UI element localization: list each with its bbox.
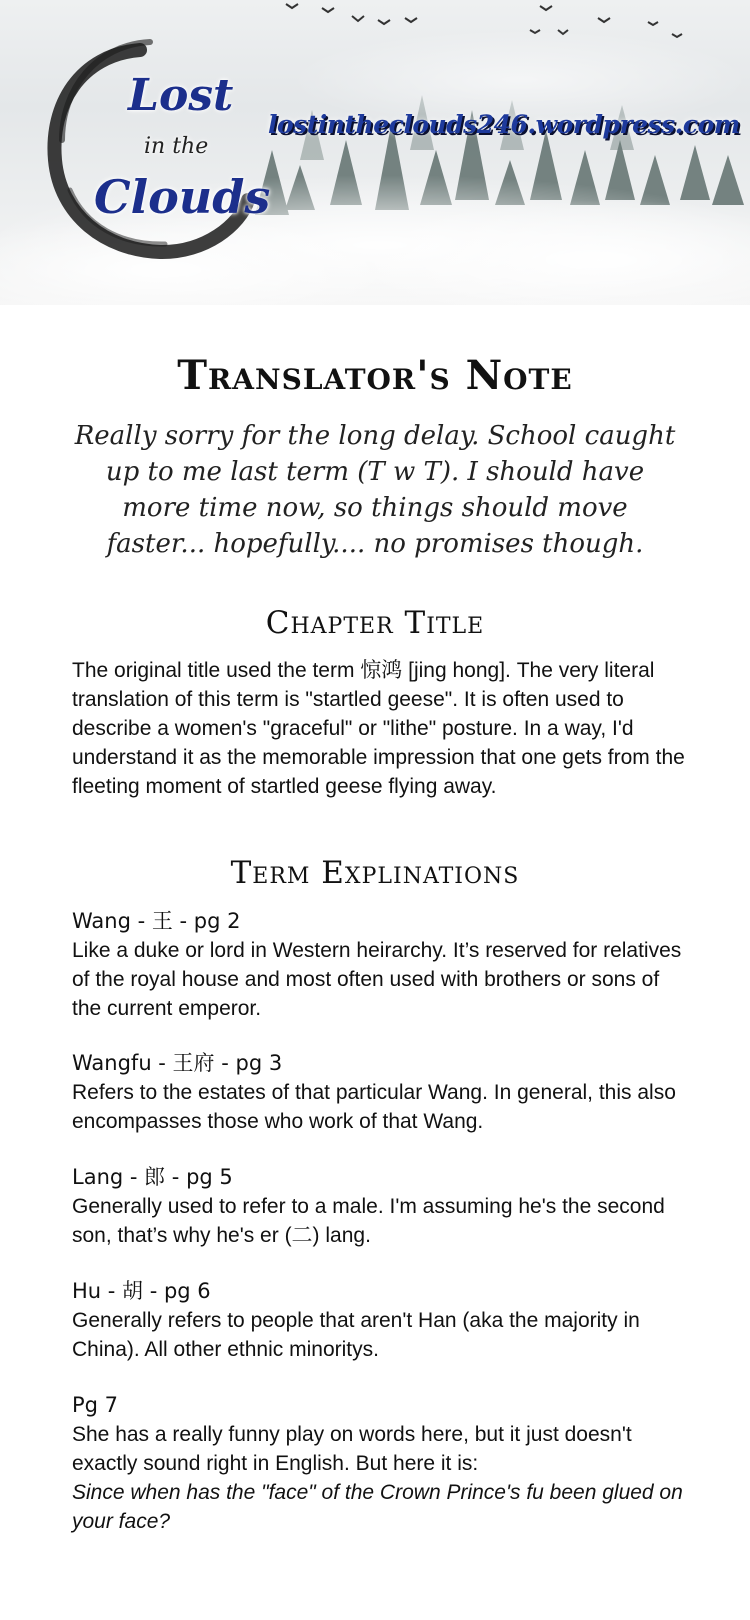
term-description: Like a duke or lord in Western heirarchy. It’s reserved for relatives of the royal house and most often used with brothers or sons of the current emperor.	[72, 939, 682, 1020]
header-banner	[0, 0, 750, 305]
term-title: Lang - 郎 - pg 5	[72, 1165, 233, 1189]
chapter-title-body: The original title used the term 惊鸿 [jing hong]. The very literal translation of this term is "startled geese". It is often used to describe a women's "graceful" or "lithe" posture. In a way, I'd understand it as the memorable impression that one gets from the fleeting moment of startled geese flying away.	[72, 659, 685, 798]
term-entry-hu	[72, 1277, 692, 1364]
logo-word-lost: Lost	[128, 70, 234, 121]
term-explanations-heading: Term Explinations	[230, 855, 520, 891]
term-description: Refers to the estates of that particular Wang. In general, this also encompasses those who work of that Wang.	[72, 1081, 676, 1133]
logo-word-in-the: in the	[144, 134, 209, 159]
term-entry-wang	[72, 907, 692, 1023]
term-description: She has a really funny play on words here, but it just doesn't exactly sound right in English. But here it is:	[72, 1423, 632, 1475]
site-url: lostintheclouds246.wordpress.com	[268, 110, 740, 139]
term-entry-lang	[72, 1163, 692, 1250]
term-title: Hu - 胡 - pg 6	[72, 1279, 211, 1303]
translators-note-heading: Translator's Note	[177, 352, 573, 399]
translators-note-body: Really sorry for the long delay. School caught up to me last term (T w T). I should have more time now, so things should move faster... hopefully.... no promises though.	[74, 421, 676, 559]
term-description: Generally refers to people that aren't Han (aka the majority in China). All other ethnic minoritys.	[72, 1309, 640, 1361]
term-title: Wangfu - 王府 - pg 3	[72, 1051, 283, 1075]
chapter-title-heading: Chapter Title	[265, 605, 485, 641]
term-entry-wangfu	[72, 1049, 692, 1136]
logo-word-clouds: Clouds	[94, 170, 271, 224]
misty-forest-illustration	[0, 0, 750, 305]
term-title: Wang - 王 - pg 2	[72, 909, 241, 933]
term-description: Generally used to refer to a male. I'm assuming he's the second son, that’s why he's er (二) lang.	[72, 1195, 665, 1247]
term-quote: Since when has the "face" of the Crown Prince's fu been glued on your face?	[72, 1481, 683, 1533]
term-entry-pg7	[72, 1391, 692, 1536]
term-title: Pg 7	[72, 1393, 119, 1417]
